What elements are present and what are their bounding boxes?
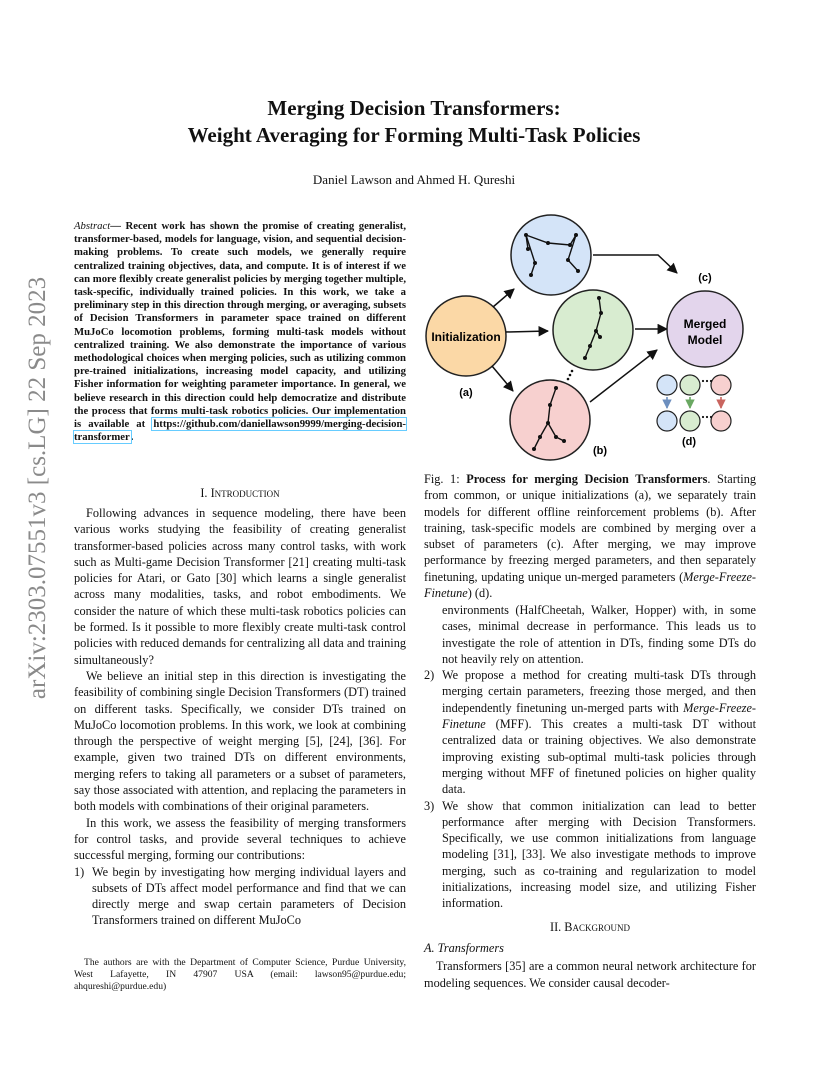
- label-d: (d): [681, 436, 697, 448]
- caption-emphasis: Merge-Freeze-Finetune: [424, 569, 756, 601]
- list-text: We begin by investigating how merging individual layers and subsets of DTs affect model performance and find that we can directly merge and swap certain parameters of Decision Transformers trained on different MuJoCo: [92, 864, 406, 928]
- intro-paragraph-1: Following advances in sequence modeling, there have been various works studying the feasibility of creating generalist transformer-based policies across many control tasks, with work such as Multi-game Decision Transformer [21] creating multi-task policies for Atari, or Gato [30] which learns a single generalist across many modalities, tasks, and robot embodiments. We consider the nature of which these multi-task robotics policies can be formed. Is it possible to more flexibly create multi-task control policies with reduced demands for centralizing all data and training simultaneously?: [74, 506, 406, 667]
- item2-text-a: We propose a method for creating multi-task DTs through merging certain parameters, freezing those merged, and then independently finetuning un-merged parts with: [442, 668, 756, 715]
- task-model-red: [510, 380, 590, 460]
- intro-paragraph-2: We believe an initial step in this direction is investigating the feasibility of combining single Decision Transformers (DT) trained on different tasks. Specifically, we consider DTs trained on MuJoCo locomotion problems. In this work, we look at combining through the perspective of weight merging [5], [24], [36]. For example, given two trained DTs on different environments, merging refers to taking all parameters or a subset of parameters, say those associated with attention, and replacing the parameters in both models with combinations of their original parameters.: [74, 668, 406, 814]
- contribution-item-1-cont: [424, 602, 756, 667]
- list-text: [442, 667, 756, 797]
- label-b: (b): [592, 445, 608, 457]
- abstract: [74, 220, 406, 444]
- footnote: The authors are with the Department of Computer Science, Purdue University, West Lafayette, IN 47907 USA (email: lawson95@purdue.edu; ahqureshi@purdue.edu): [74, 957, 406, 992]
- caption-end: ) (d).: [467, 586, 493, 601]
- list-number: 1): [74, 864, 85, 879]
- left-column: [74, 220, 406, 444]
- github-link[interactable]: https://github.com/daniellawson9999/merging-decision-transformer: [74, 418, 406, 444]
- list-text: We show that common initialization can lead to better performance after merging with Decision Transformers. Specifically, we use common initializations from language modeling [31], [33]. We also investigate methods to improve merging, such as co-training and regularization to model initializations, increasing model size, and utilizing Fisher information.: [442, 798, 756, 911]
- intro-body: [74, 505, 406, 929]
- list-text: environments (HalfCheetah, Walker, Hopper) with, in some cases, minimal decrease in performance. This leads us to investigate the role of attention in DTs, finding some DTs do not heavily rely on attention.: [442, 603, 756, 666]
- item2-text-b: (MFF). This creates a multi-task DT without centralized data or training objectives. We also demonstrate improving existing sub-optimal multi-task policies through merging without MFF of finetuned policies on higher quality data.: [442, 717, 756, 797]
- contribution-item-1: [74, 864, 406, 929]
- arxiv-sidebar: [20, 276, 56, 700]
- figure-1-diagram: [420, 205, 760, 467]
- caption-bold: Process for merging Decision Transformers: [466, 472, 708, 486]
- contribution-item-2: [424, 667, 756, 797]
- abstract-label: Abstract: [74, 220, 111, 232]
- contribution-item-3: [424, 798, 756, 912]
- paper-title-line1: Merging Decision Transformers:: [267, 96, 561, 120]
- label-c: (c): [698, 272, 712, 284]
- initialization-label: Initialization: [431, 330, 501, 344]
- subsection-heading-transformers: A. Transformers: [424, 941, 504, 955]
- abstract-text: — Recent work has shown the promise of creating generalist, transformer-based, models for language, vision, and sequential decision-making problems. To create such models, we generally require centralized training objectives, data, and compute. It is of interest if we can more flexibly create generalist policies by merging together multiple, task-specific, individually trained policies. In this work, we take a preliminary step in this direction through merging, or averaging, subsets of Decision Transformers in parameter space trained on different MuJoCo locomotion problems, forming multi-task models without centralized training. We also demonstrate the importance of various methodological choices when merging policies, such as utilizing common pre-trained initializations, increasing model capacity, and utilizing Fisher information for weighting parameter importance. In general, we believe research in this direction could help democratize and distribute the process that forms multi-task robotics policies. Our implementation is available at: [74, 220, 406, 431]
- right-column-list: [424, 602, 756, 912]
- caption-prefix: Fig. 1:: [424, 472, 467, 486]
- paper-authors: Daniel Lawson and Ahmed H. Qureshi: [312, 172, 516, 187]
- paper-title-line2: Weight Averaging for Forming Multi-Task Policies: [187, 123, 641, 147]
- task-model-blue: [511, 215, 591, 295]
- task-model-green: [553, 290, 633, 370]
- item2-emphasis: Merge-Freeze-Finetune: [442, 700, 756, 732]
- figure-1-caption: [424, 471, 756, 601]
- section-heading-background: II. Background: [549, 920, 631, 934]
- background-paragraph-1: Transformers [35] are a common neural network architecture for modeling sequences. We consider causal decoder-: [424, 959, 756, 990]
- list-number: 3): [424, 798, 435, 813]
- abstract-end: .: [130, 431, 134, 444]
- arxiv-id: arXiv:2303.07551v3 [cs.LG] 22 Sep 2023: [24, 276, 51, 700]
- caption-text: . Starting from common, or unique initializations (a), we separately train models for different offline reinforcement problems (b). After training, task-specific models are combined by merging over a subset of parameters (c). After merging, we may improve performance by freezing merged parameters, and then separately finetuning, updating unique un-merged parameters (: [424, 472, 756, 584]
- background-body: [424, 940, 756, 991]
- list-number: 2): [424, 668, 435, 683]
- merged-label-line1: Merged: [683, 317, 727, 331]
- label-a: (a): [459, 387, 473, 399]
- intro-paragraph-3: In this work, we assess the feasibility of merging transformers for control tasks, and provide several techniques to achieve successful merging, forming our contributions:: [74, 815, 406, 863]
- section-heading-introduction: I. Introduction: [200, 486, 280, 500]
- merged-label-line2: Model: [687, 333, 723, 347]
